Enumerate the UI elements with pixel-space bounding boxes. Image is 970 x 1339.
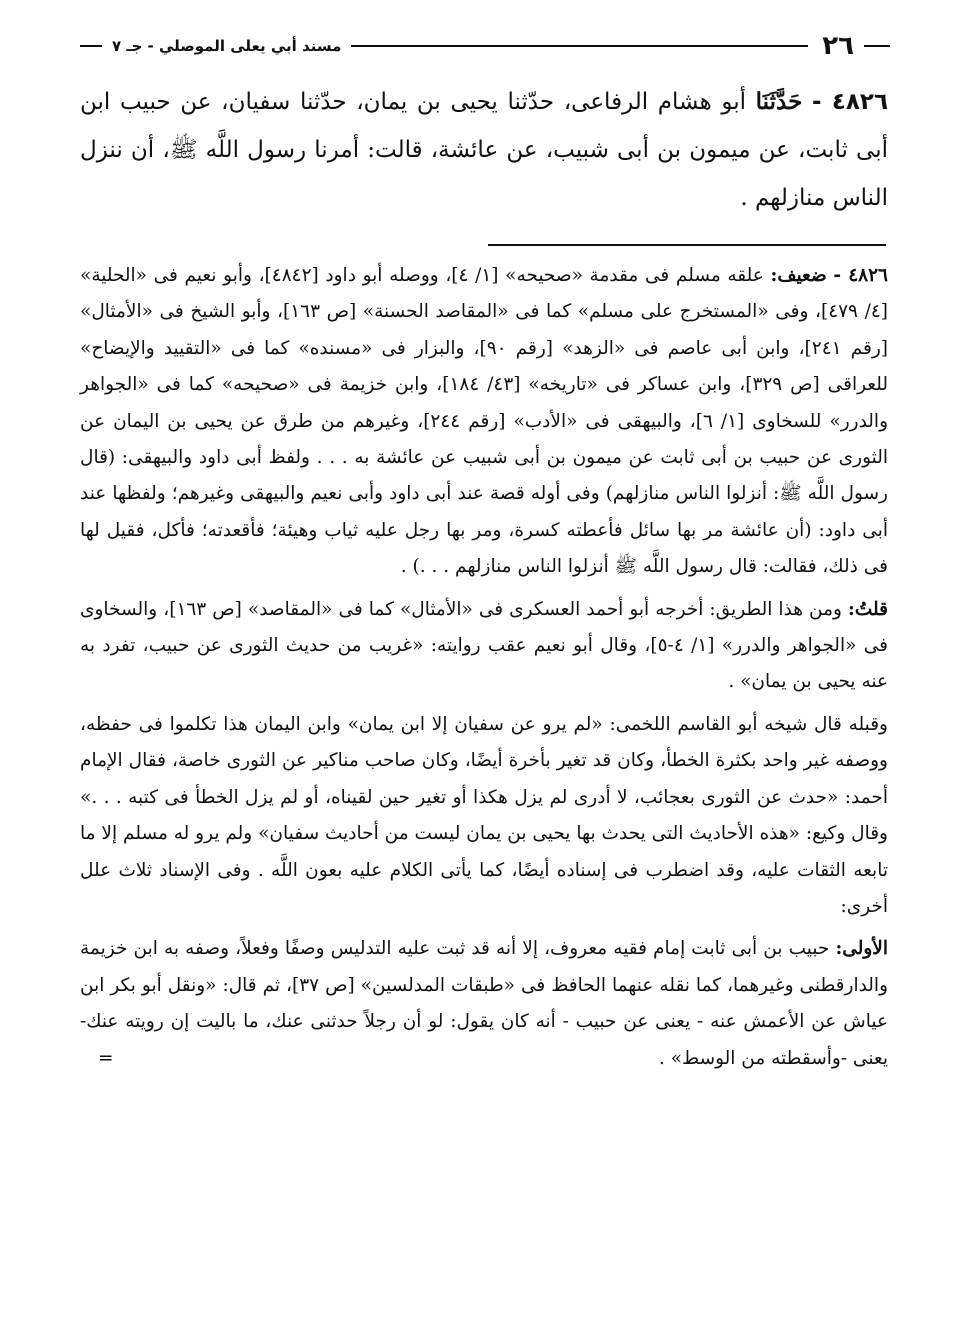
- grade-label: ضعيف:: [770, 265, 827, 286]
- header-dash-end: [80, 45, 102, 47]
- narrator-critique-paragraph: [80, 707, 888, 925]
- qultu-label: قلتُ:: [848, 598, 888, 620]
- qultu-text: ومن هذا الطريق: أخرجه أبو أحمد العسكرى فى «الأمثال» كما فى «المقاصد» [ص ١٦٣]، والسخاوى فى «الجواهر والدرر» [١/ ٤-٥]، وقال أبو نعيم عقب روايته: «غريب من حديث الثورى عن حبيب، تفرد به عنه يحيى بن يمان» .: [80, 598, 888, 693]
- first-defect-text: حبيب بن أبى ثابت إمام فقيه معروف، إلا أنه قد ثبت عليه التدليس وصفًا وفعلاً، وصفه به ابن خزيمة والدارقطنى وغيرهما، كما نقله عنهما الحافظ فى «طبقات المدلسين» [ص ٣٧]، ثم قال: «ونقل أبو بكر ابن عياش عن الأعمش عنه - يعنى عن حبيب - أنه كان يقول: لو أن رجلاً حدثنى عنك، ما باليت إن رويته عنك- يعنى -وأسقطته من الوسط» .: [80, 938, 889, 1069]
- qultu-paragraph: [80, 592, 888, 701]
- footnotes: [80, 258, 888, 1083]
- book-title: مسند أبي يعلى الموصلي - جـ ٧: [112, 37, 342, 55]
- hadith-number: ٤٨٢٦ -: [811, 89, 889, 115]
- first-defect-label: الأولى:: [835, 938, 888, 960]
- footnote-separator: [488, 244, 886, 246]
- header-dash: [864, 45, 890, 47]
- hadith-text: [80, 78, 888, 222]
- first-defect-paragraph: [80, 931, 888, 1077]
- running-header: [80, 26, 890, 66]
- continued-mark: =: [98, 1047, 114, 1069]
- narrator-critique-text: وقبله قال شيخه أبو القاسم اللخمى: «لم يرو عن سفيان إلا ابن يمان» وابن اليمان هذا تكلموا فى حفظه، ووصفه غير واحد بكثرة الخطأ، وكان قد تغير بأخرة أيضًا، وكان صاحب مناكير عن الثورى خاصة، فقال الإمام أحمد: «حدث عن الثورى بعجائب، لا أدرى لم يزل هكذا أو تغير حين لقيناه، أو لم يزل الخطأ فى كتبه . . .» وقال وكيع: «هذه الأحاديث التى يحدث بها يحيى بن يمان ليست من أحاديث سفيان» ولم يرو له مسلم إلا ما تابعه الثقات عليه، وقد اضطرب فى إسناده أيضًا، كما يأتى الكلام عليه بعون اللَّه . وفى الإسناد ثلاث علل أخرى:: [80, 713, 888, 917]
- takhrij-text: علقه مسلم فى مقدمة «صحيحه» [١/ ٤]، ووصله أبو داود [٤٨٤٢]، وأبو نعيم فى «الحلية» [٤/ ٤٧٩]، وفى «المستخرج على مسلم» كما فى «المقاصد الحسنة» [ص ١٦٣]، وأبو الشيخ فى «الأمثال» [رقم ٢٤١]، وابن أبى عاصم فى «الزهد» [رقم ٩٠]، والبزار فى «مسنده» كما فى «التقييد والإيضاح» للعراقى [ص ٣٢٩]، وابن عساكر فى «تاريخه» [٤٣/ ١٨٤]، وابن خزيمة فى «صحيحه» كما فى «الجواهر والدرر» للسخاوى [١/ ٦]، والبيهقى فى «الأدب» [رقم ٢٤٤]، وغيرهم من طرق عن يحيى بن اليمان عن الثورى عن حبيب بن أبى ثابت عن ميمون بن أبى شبيب عن عائشة به . . . ولفظ أبى داود والبيهقى: (قال رسول اللَّه ﷺ: أنزلوا الناس منازلهم) وفى أوله قصة عند أبى داود وأبى نعيم والبيهقى وغيرهم؛ ولفظها عند أبى داود: (أن عائشة مر بها سائل فأعطته كسرة، ومر بها رجل عليه ثياب وهيئة؛ فأقعدته؛ فأكل، فقيل لها فى ذلك، فقالت: قال رسول اللَّه ﷺ أنزلوا الناس منازلهم . . .) .: [80, 265, 889, 578]
- note-number: ٤٨٢٦ -: [833, 265, 888, 286]
- hadith-lead: حَدَّثَنَا: [755, 88, 803, 115]
- hadith-body: أبو هشام الرفاعى، حدّثنا يحيى بن يمان، حدّثنا سفيان، عن حبيب ابن أبى ثابت، عن ميمون بن أبى شبيب، عن عائشة، قالت: أمرنا رسول اللَّه ﷺ، أن ننزل الناس منازلهم .: [80, 89, 888, 211]
- takhrij-paragraph: [80, 258, 888, 586]
- header-rule: [351, 45, 808, 47]
- page-number: ٢٦: [822, 31, 854, 61]
